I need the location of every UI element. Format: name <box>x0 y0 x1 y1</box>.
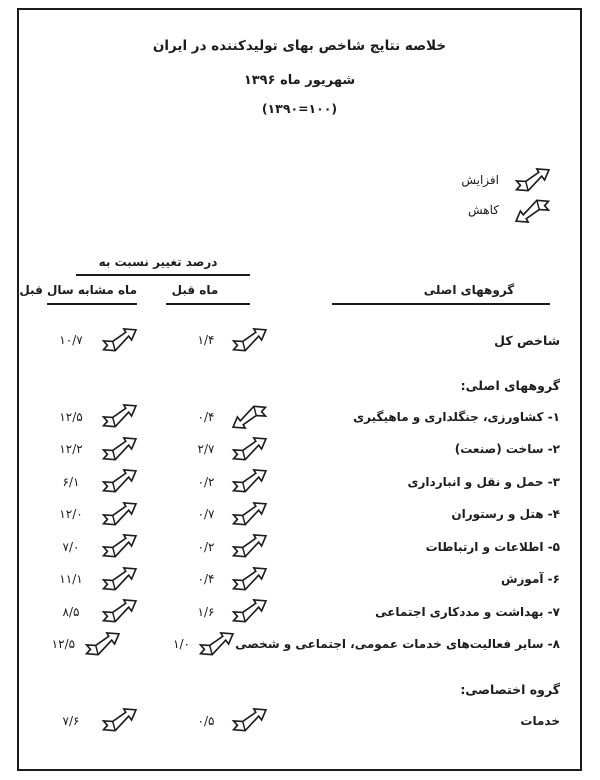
same-month-last-year-value: ۱۰/۷ <box>59 333 83 348</box>
same-month-last-year-value: ۸/۵ <box>62 604 80 619</box>
legend-increase-row <box>461 165 552 195</box>
table-row <box>19 628 580 661</box>
group-label: ۲- ساخت (صنعت) <box>454 442 560 457</box>
table-row <box>19 531 580 564</box>
prev-month-value: ۱/۴ <box>197 333 215 348</box>
group-label: ۶- آموزش <box>500 572 560 587</box>
increase-arrow-icon <box>229 706 269 736</box>
table-row <box>19 596 580 629</box>
increase-arrow-icon <box>229 499 269 529</box>
increase-arrow-icon <box>99 434 139 464</box>
increase-arrow-icon <box>512 165 552 195</box>
increase-arrow-icon <box>99 467 139 497</box>
legend <box>461 165 552 225</box>
header-percent-change: درصد تغییر نسبت به <box>76 255 250 276</box>
increase-arrow-icon <box>229 532 269 562</box>
title-block <box>19 38 580 116</box>
header-same-month-last-year: ماه مشابه سال قبل <box>47 283 137 305</box>
prev-month-value: ۰/۲ <box>197 474 215 489</box>
group-label: شاخص کل <box>494 332 560 348</box>
table-row <box>19 498 580 531</box>
increase-arrow-icon <box>229 325 269 355</box>
header-previous-month: ماه قبل <box>166 283 250 305</box>
table-row <box>19 401 580 434</box>
group-label: ۱- کشاورزی، جنگلداری و ماهیگیری <box>353 409 560 424</box>
increase-arrow-icon <box>229 467 269 497</box>
increase-arrow-icon <box>99 325 139 355</box>
group-label: ۴- هتل و رستوران <box>451 507 560 522</box>
prev-month-value: ۰/۲ <box>197 539 215 554</box>
prev-month-value: ۰/۷ <box>197 507 215 522</box>
section-label: گروه اختصاصی: <box>460 682 560 697</box>
header-main-groups: گروههای اصلی <box>332 283 550 305</box>
prev-month-value: ۱/۰ <box>173 637 190 652</box>
increase-arrow-icon <box>99 564 139 594</box>
same-month-last-year-value: ۱۲/۵ <box>51 637 76 652</box>
increase-arrow-icon <box>99 597 139 627</box>
section-header-row <box>19 675 580 705</box>
increase-arrow-icon <box>229 434 269 464</box>
prev-month-value: ۰/۴ <box>197 409 215 424</box>
prev-month-value: ۲/۷ <box>197 442 215 457</box>
group-label: خدمات <box>520 713 560 728</box>
prev-month-value: ۰/۴ <box>197 572 215 587</box>
base-year-note: (۱۳۹۰=۱۰۰) <box>261 101 338 116</box>
legend-decrease-label: کاهش <box>468 203 499 217</box>
table-row <box>19 563 580 596</box>
increase-arrow-icon <box>229 597 269 627</box>
table-row <box>19 324 580 357</box>
increase-arrow-icon <box>99 706 139 736</box>
prev-month-value: ۱/۶ <box>197 604 215 619</box>
increase-arrow-icon <box>198 629 235 659</box>
same-month-last-year-value: ۱۱/۱ <box>59 572 83 587</box>
document-page <box>17 8 582 771</box>
same-month-last-year-value: ۶/۱ <box>62 474 80 489</box>
section-header-row <box>19 371 580 401</box>
group-label: ۳- حمل و نقل و انبارداری <box>407 474 560 489</box>
decrease-arrow-icon <box>512 195 552 225</box>
decrease-arrow-icon <box>229 402 269 432</box>
document-subtitle-month: شهریور ماه ۱۳۹۶ <box>243 73 356 88</box>
same-month-last-year-value: ۷/۶ <box>62 713 80 728</box>
legend-decrease-row <box>461 195 552 225</box>
table-rows <box>19 324 580 737</box>
group-label: ۵- اطلاعات و ارتباطات <box>425 539 560 554</box>
table-row <box>19 466 580 499</box>
document-title: خلاصه نتایج شاخص بهای تولیدکننده در ایران <box>152 38 447 54</box>
same-month-last-year-value: ۱۲/۰ <box>59 507 83 522</box>
same-month-last-year-value: ۱۲/۵ <box>59 409 83 424</box>
table-row <box>19 433 580 466</box>
increase-arrow-icon <box>99 532 139 562</box>
section-label: گروههای اصلی: <box>460 378 560 393</box>
same-month-last-year-value: ۱۲/۲ <box>59 442 83 457</box>
table-row <box>19 705 580 738</box>
increase-arrow-icon <box>99 499 139 529</box>
group-label: ۸- سایر فعالیت‌های خدمات عمومی، اجتماعی و شخصی <box>235 637 560 652</box>
increase-arrow-icon <box>84 629 121 659</box>
prev-month-value: ۰/۵ <box>197 713 215 728</box>
group-label: ۷- بهداشت و مددکاری اجتماعی <box>375 604 560 619</box>
same-month-last-year-value: ۷/۰ <box>62 539 80 554</box>
increase-arrow-icon <box>99 402 139 432</box>
increase-arrow-icon <box>229 564 269 594</box>
legend-increase-label: افزایش <box>461 173 499 187</box>
